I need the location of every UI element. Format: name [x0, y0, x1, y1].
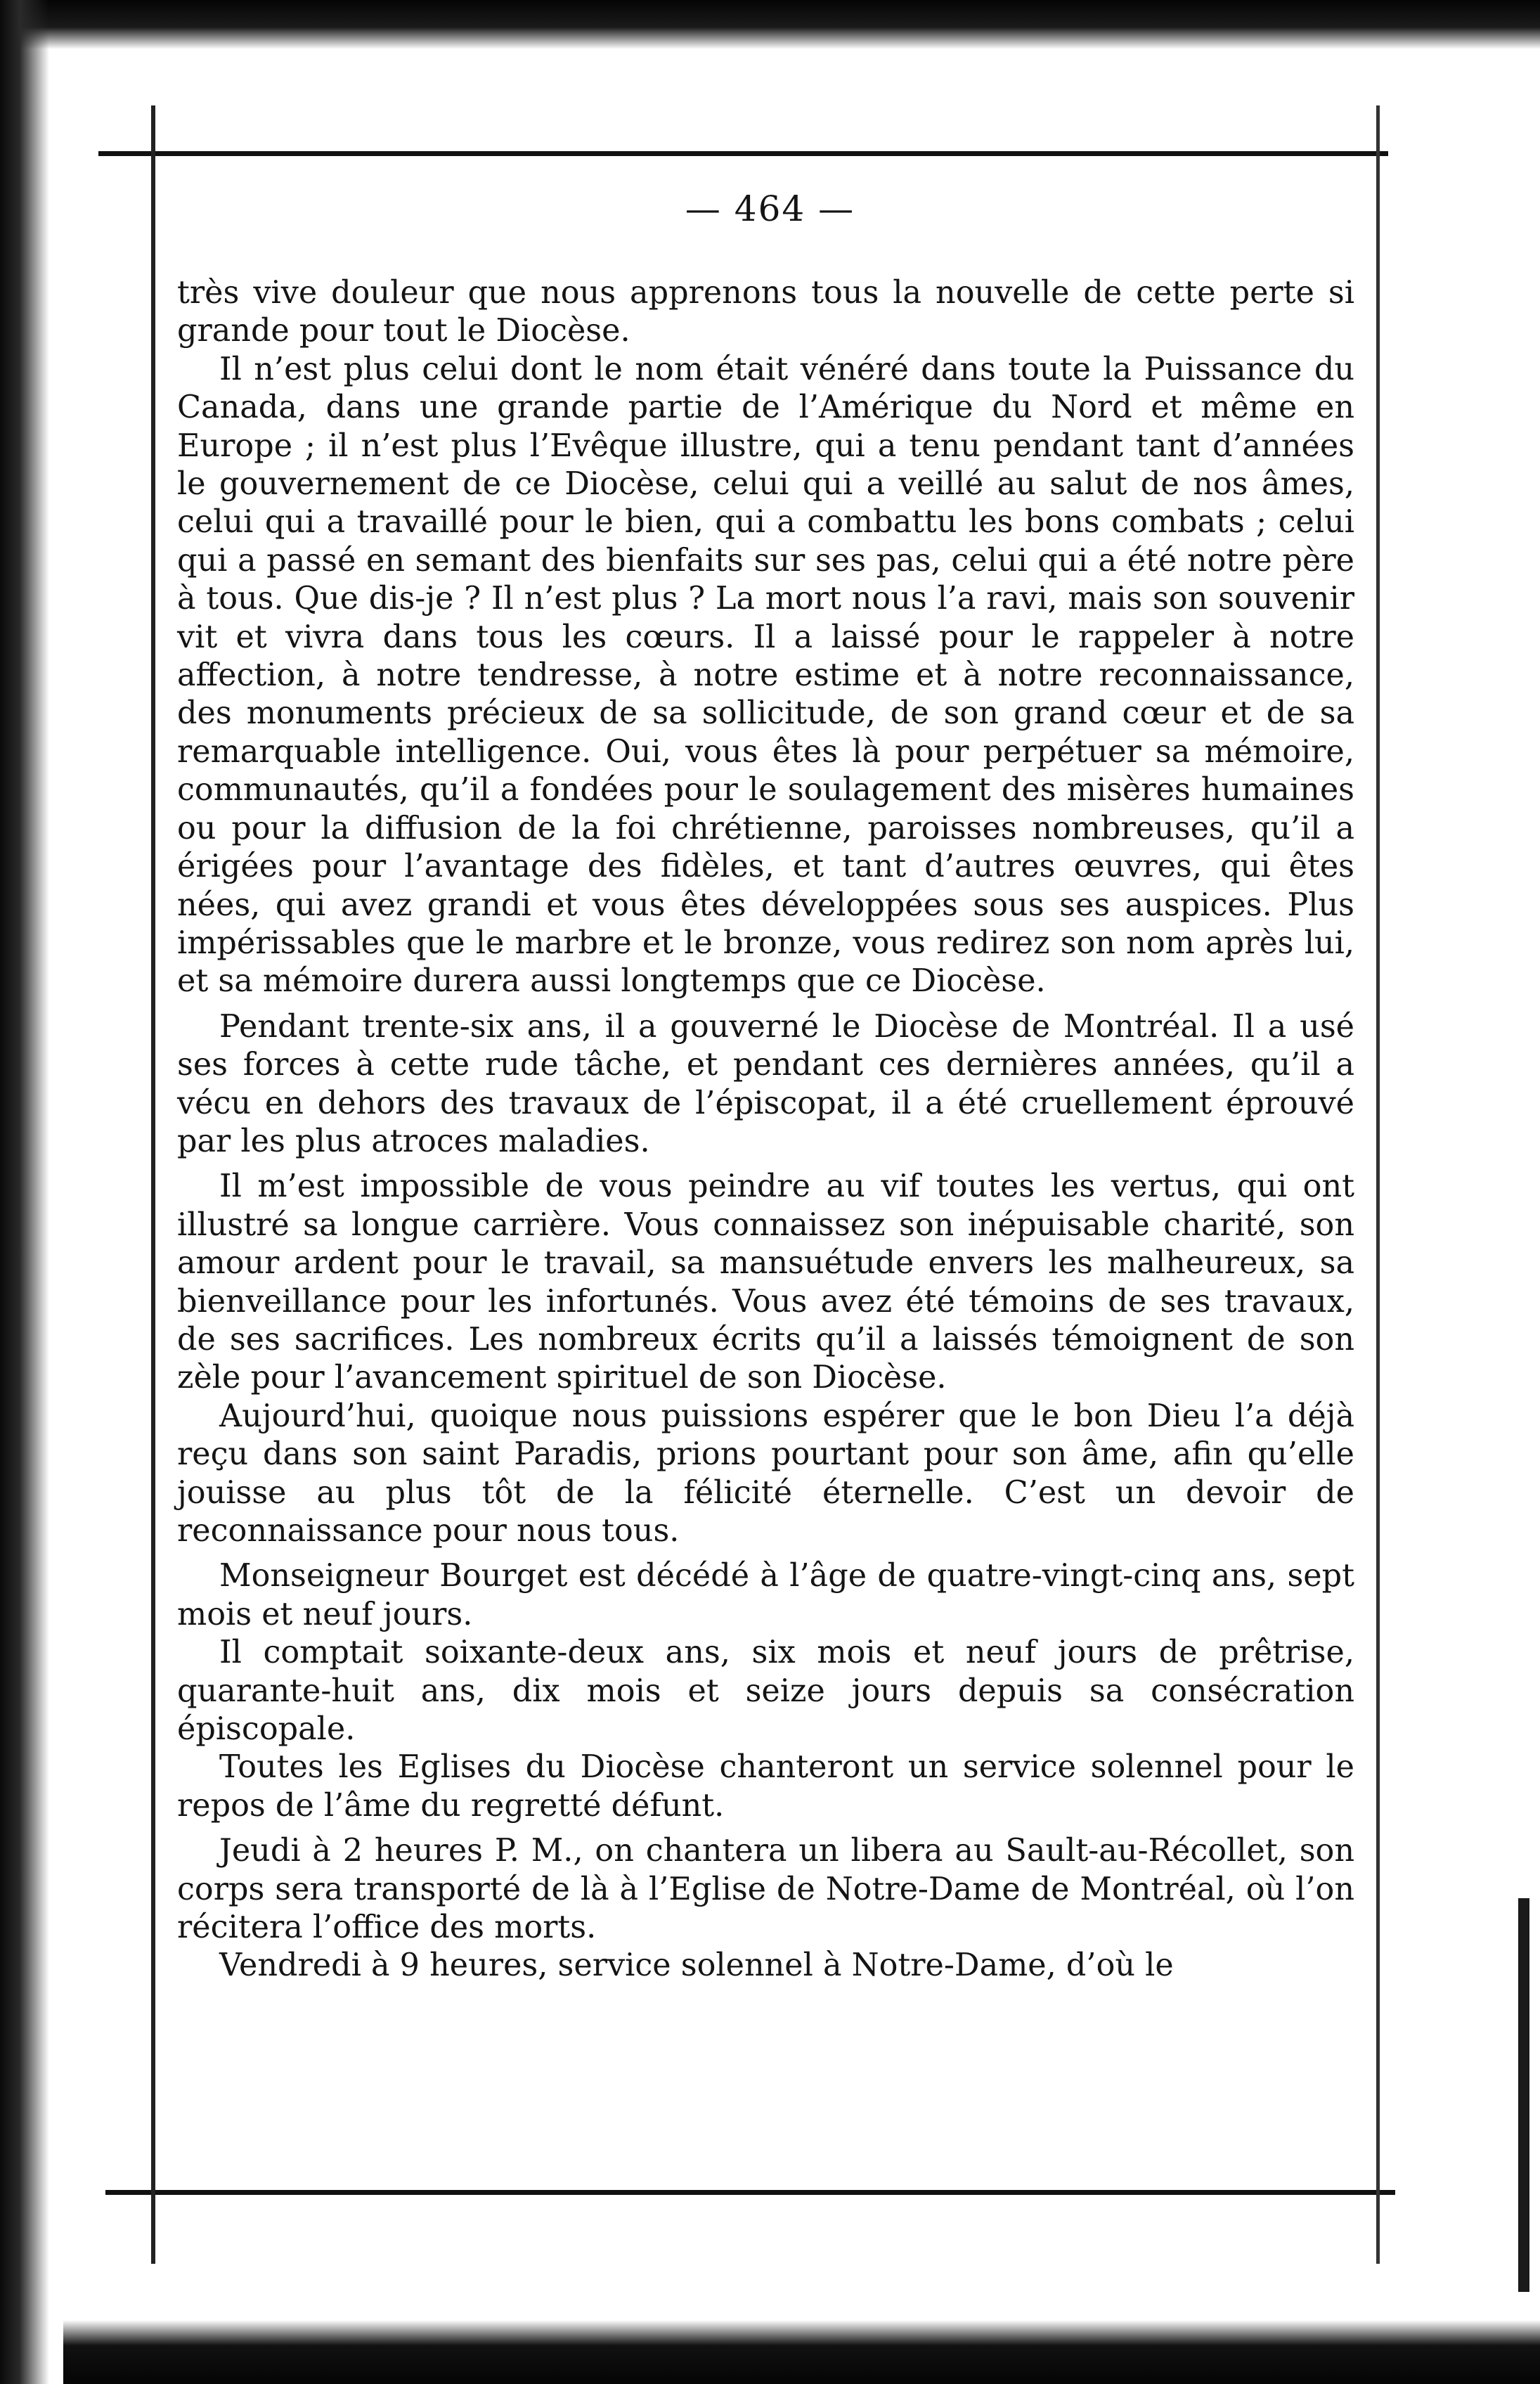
page-number: — 464 — — [685, 188, 855, 229]
scan-edge-left — [0, 0, 49, 2384]
scan-edge-bottom — [63, 2320, 1540, 2384]
scan-edge-top — [0, 0, 1540, 49]
paragraph: Jeudi à 2 heures P. M., on chantera un libera au Sault-au-Récollet, son corps sera transporté de là à l’Eglise de Notre-Dame de Montréal, où l’on récitera l’office des morts. — [177, 1833, 1354, 1946]
paragraph: Vendredi à 9 heures, service solennel à Notre-Dame, d’où le — [219, 1947, 1174, 1984]
page-frame-top-rule — [98, 151, 1388, 156]
paragraph: Toutes les Eglises du Diocèse chanteront un service solennel pour le repos de l’âme du regretté défunt. — [177, 1749, 1354, 1824]
scan-edge-right — [1518, 1898, 1529, 2292]
paragraph: Il n’est plus celui dont le nom était vénéré dans toute la Puissance du Canada, dans une grande partie de l’Amérique du Nord et même en Europe ; il n’est plus l’Evêque illustre, qui a tenu pendant tant d’années le gouvernement de ce Diocèse, celui qui a veillé au salut de nos âmes, celui qui a travaillé pour le bien, qui a combattu les bons combats ; celui qui a passé en semant des bienfaits sur ses pas, celui qui a été notre père à tous. Que dis-je ? Il n’est plus ? La mort nous l’a ravi, mais son souvenir vit et vivra dans tous les cœurs. Il a laissé pour le rappeler à notre affection, à notre tendresse, à notre estime et à notre reconnaissance, des monuments précieux de sa sollicitude, de son grand cœur et de sa remarquable intelligence. Oui, vous êtes là pour perpétuer sa mémoire, communautés, qu’il a fondées pour le soulagement des misères humaines ou pour la diffusion de la foi chrétienne, paroisses nombreuses, qu’il a érigées pour l’avantage des fidèles, et tant d’autres œuvres, qui êtes nées, qui avez grandi et vous êtes développées sous ses auspices. Plus impérissables que le marbre et le bronze, vous redirez son nom après lui, et sa mémoire durera aussi longtemps que ce Diocèse. — [177, 351, 1354, 1000]
body-text — [177, 274, 1354, 2172]
page-frame-bottom-rule — [105, 2190, 1395, 2195]
paragraph: Aujourd’hui, quoique nous puissions espérer que le bon Dieu l’a déjà reçu dans son saint Paradis, prions pourtant pour son âme, afin qu’elle jouisse au plus tôt de la félicité éternelle. C’est un devoir de reconnaissance pour nous tous. — [177, 1398, 1354, 1549]
paragraph: très vive douleur que nous apprenons tous la nouvelle de cette perte si grande pour tout le Diocèse. — [177, 275, 1354, 349]
paragraph: Pendant trente-six ans, il a gouverné le Diocèse de Montréal. Il a usé ses forces à cette rude tâche, et pendant ces dernières années, qu’il a vécu en dehors des travaux de l’épiscopat, il a été cruellement éprouvé par les plus atroces maladies. — [177, 1008, 1354, 1159]
paragraph: Monseigneur Bourget est décédé à l’âge de quatre-vingt-cinq ans, sept mois et neuf jours. — [177, 1558, 1354, 1632]
paragraph: Il comptait soixante-deux ans, six mois et neuf jours de prêtrise, quarante-huit ans, dix mois et seize jours depuis sa consécration épiscopale. — [177, 1635, 1354, 1748]
paragraph: Il m’est impossible de vous peindre au vif toutes les vertus, qui ont illustré sa longue carrière. Vous connaissez son inépuisable charité, son amour ardent pour le travail, sa mansuétude envers les malheureux, sa bienveillance pour les infortunés. Vous avez été témoins de ses travaux, de ses sacrifices. Les nombreux écrits qu’il a laissés témoignent de son zèle pour l’avancement spirituel de son Diocèse. — [177, 1168, 1354, 1396]
page-frame-right-rule — [1376, 105, 1380, 2264]
page-frame-left-rule — [151, 105, 155, 2264]
